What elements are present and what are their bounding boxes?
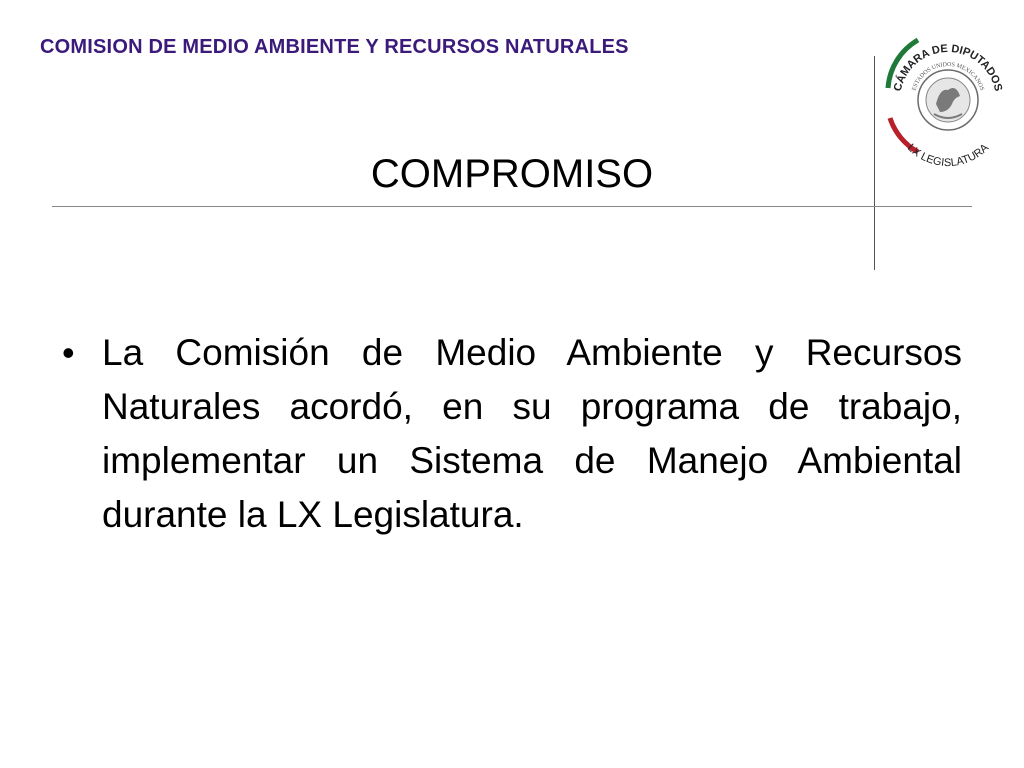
- seal-top-text: CÁMARA DE DIPUTADOS: [891, 42, 1005, 93]
- seal-bottom-text: LX LEGISLATURA: [904, 141, 992, 168]
- bullet-icon: •: [62, 332, 75, 373]
- slide-title: COMPROMISO: [370, 152, 654, 196]
- title-divider: [52, 206, 972, 207]
- committee-header: COMISION DE MEDIO AMBIENTE Y RECURSOS NATURALES: [40, 36, 629, 58]
- bullet-item-text: La Comisión de Medio Ambiente y Recursos Naturales acordó, en su programa de trabajo, implementar un Sistema de Manejo Ambiental durante la LX Legislatura.: [102, 332, 962, 535]
- seal-inner-text: ESTADOS UNIDOS MEXICANOS: [911, 61, 985, 92]
- camara-de-diputados-seal-logo: [878, 18, 1018, 168]
- bullet-list: [62, 326, 962, 542]
